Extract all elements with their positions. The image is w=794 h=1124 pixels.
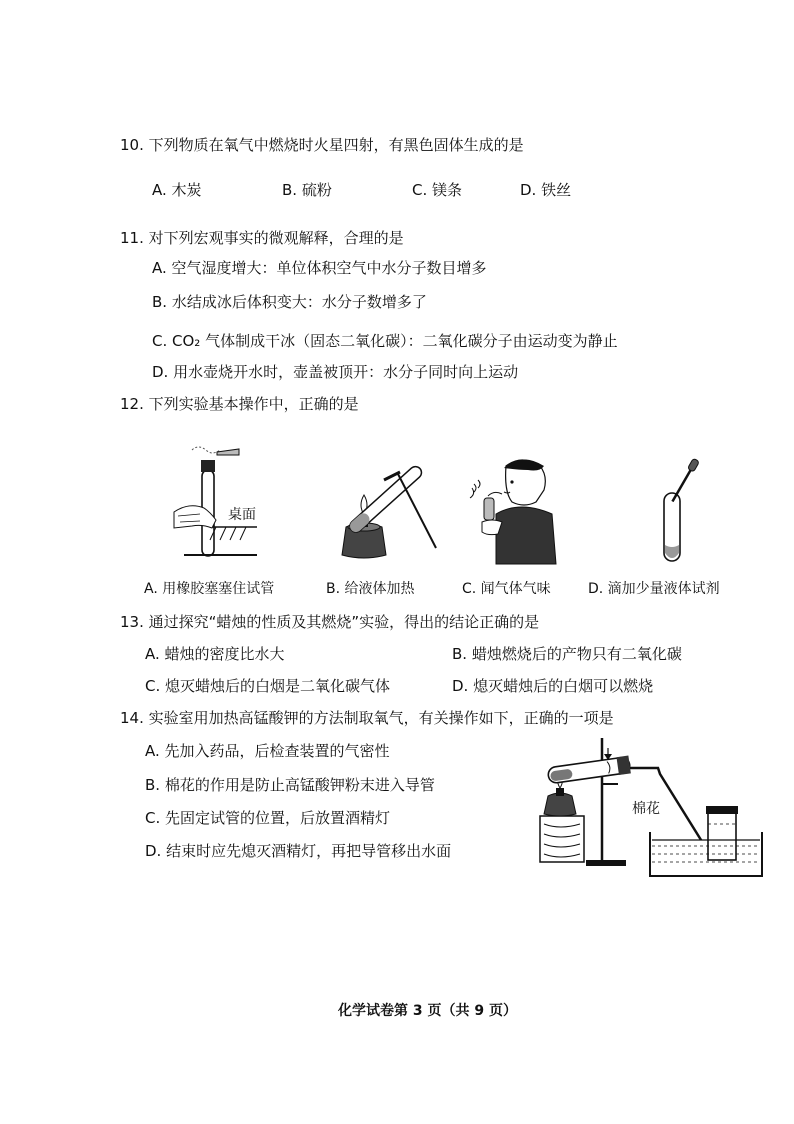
q10-option-b: B. 硫粉: [282, 181, 332, 199]
q11-option-b: B. 水结成冰后体积变大：水分子数增多了: [152, 293, 427, 311]
q14-option-c: C. 先固定试管的位置，后放置酒精灯: [145, 809, 391, 827]
q10-option-c: C. 镁条: [412, 181, 463, 199]
q12-figure-d: [650, 455, 710, 565]
q14-figure-label-cotton: 棉花: [632, 801, 660, 817]
q14-option-b: B. 棉花的作用是防止高锰酸钾粉末进入导管: [145, 776, 435, 794]
q13-option-c: C. 熄灭蜡烛后的白烟是二氧化碳气体: [145, 677, 391, 695]
q12-figure-a: [172, 430, 262, 560]
q13-option-a: A. 蜡烛的密度比水大: [145, 645, 285, 663]
q10-option-a: A. 木炭: [152, 181, 202, 199]
q11-option-c: C. CO₂ 气体制成干冰（固态二氧化碳）：二氧化碳分子由运动变为静止: [152, 332, 618, 350]
q12-option-a: A. 用橡胶塞塞住试管: [144, 581, 275, 597]
q11-stem: 11. 对下列宏观事实的微观解释，合理的是: [120, 229, 404, 247]
q14-stem: 14. 实验室用加热高锰酸钾的方法制取氧气，有关操作如下，正确的一项是: [120, 709, 614, 727]
q12-stem: 12. 下列实验基本操作中，正确的是: [120, 395, 359, 413]
q13-option-d: D. 熄灭蜡烛后的白烟可以燃烧: [452, 677, 654, 695]
q10-option-d: D. 铁丝: [520, 181, 572, 199]
q12-option-c: C. 闻气体气味: [462, 581, 551, 597]
q12-option-d: D. 滴加少量液体试剂: [588, 581, 720, 597]
q12-option-b: B. 给液体加热: [326, 581, 415, 597]
q13-option-b: B. 蜡烛燃烧后的产物只有二氧化碳: [452, 645, 682, 663]
q14-option-d: D. 结束时应先熄灭酒精灯，再把导管移出水面: [145, 842, 452, 860]
q11-option-d: D. 用水壶烧开水时，壶盖被顶开：水分子同时向上运动: [152, 363, 519, 381]
q11-option-a: A. 空气湿度增大：单位体积空气中水分子数目增多: [152, 259, 487, 277]
q10-stem: 10. 下列物质在氧气中燃烧时火星四射，有黑色固体生成的是: [120, 136, 524, 154]
page-footer: 化学试卷第 3 页（共 9 页）: [338, 1003, 517, 1019]
q14-option-a: A. 先加入药品，后检查装置的气密性: [145, 742, 390, 760]
q13-stem: 13. 通过探究“蜡烛的性质及其燃烧”实验，得出的结论正确的是: [120, 613, 540, 631]
q12-figure-label-desk: 桌面: [228, 507, 256, 523]
q12-figure-c: [468, 452, 558, 567]
q12-figure-b: [330, 460, 440, 560]
